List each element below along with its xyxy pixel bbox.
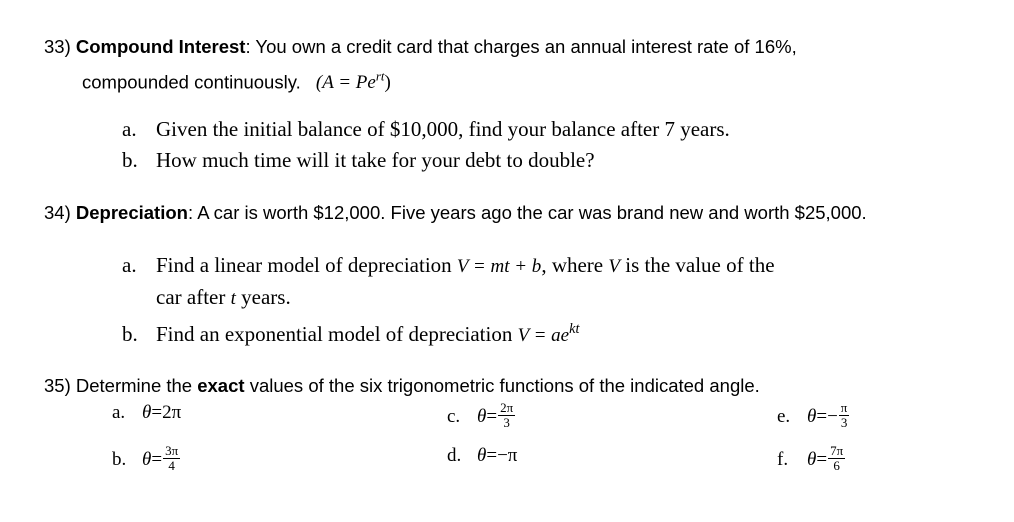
- item-text: Given the initial balance of $10,000, find your balance after 7 years.: [156, 117, 730, 141]
- exponential-model-exponent: kt: [569, 321, 580, 337]
- theta-symbol: θ: [477, 445, 487, 466]
- theta-symbol: θ: [807, 448, 817, 470]
- item-label: c.: [447, 405, 461, 427]
- item-label: d.: [447, 445, 462, 466]
- question-34-items: [122, 250, 775, 351]
- fraction-denominator: 3: [498, 415, 515, 430]
- question-35-stem-emphasis: exact: [197, 375, 245, 396]
- question-34-item-a-continuation: car after t years.: [156, 285, 291, 309]
- angle-item-f: [777, 445, 972, 474]
- linear-model-formula: V = mt + b: [456, 256, 542, 277]
- item-label: a.: [122, 253, 137, 277]
- item-label: a.: [112, 402, 126, 423]
- equals: =: [151, 402, 163, 423]
- question-33-number: 33): [44, 36, 71, 57]
- question-33-items: [122, 114, 730, 176]
- equals: =: [816, 448, 828, 470]
- item-text: Find an exponential model of depreciation $V = ae^{kt}$: [156, 321, 580, 346]
- question-35: [44, 371, 984, 401]
- angle-row-1: [112, 402, 972, 445]
- item-label: b.: [112, 448, 127, 470]
- angle-fraction: [498, 401, 515, 430]
- question-35-stem-before: Determine the: [75, 375, 198, 396]
- fraction-numerator: 7π: [830, 443, 844, 458]
- question-34-number: 34): [44, 202, 71, 223]
- question-33-stem-text: : You own a credit card that charges an annual interest rate of 16%,: [245, 36, 797, 57]
- item-text: Find a linear model of depreciation V = mt + b, where V is the value of the: [156, 253, 775, 277]
- question-35-number: 35): [44, 375, 71, 396]
- theta-symbol: θ: [142, 448, 152, 470]
- variable-v: V: [608, 256, 620, 277]
- question-34-title: Depreciation: [75, 202, 188, 223]
- question-33-item-b: [122, 145, 730, 176]
- angle-item-a: [112, 402, 447, 424]
- angle-fraction: [163, 444, 180, 473]
- question-33-formula-exponent: rt: [375, 69, 385, 84]
- question-34-item-b: [122, 314, 775, 351]
- fraction-denominator: 3: [839, 415, 850, 430]
- equals: =: [816, 405, 828, 427]
- equals: =: [151, 448, 163, 470]
- question-35-stem: [44, 371, 984, 401]
- item-label: e.: [777, 405, 791, 427]
- item-label: f.: [777, 448, 789, 470]
- question-34-stem-text: : A car is worth $12,000. Five years ago the car was brand new and worth $25,000.: [187, 202, 867, 223]
- question-34: [44, 198, 984, 228]
- question-33-stem-line-2: [44, 62, 984, 98]
- question-33-stem-text-2: compounded continuously.: [82, 71, 301, 93]
- equals: =: [486, 445, 498, 466]
- angle-fraction: [828, 444, 845, 473]
- angle-fraction: [839, 401, 850, 430]
- angle-item-b: [112, 445, 447, 474]
- question-33-title: Compound Interest: [75, 36, 246, 57]
- variable-t: t: [230, 288, 236, 309]
- angle-sign: −: [827, 405, 838, 427]
- question-33-stem-line-1: [44, 32, 984, 62]
- angle-row-2: [112, 445, 972, 488]
- theta-symbol: θ: [142, 402, 152, 423]
- question-34-item-a: [122, 250, 775, 282]
- item-label: a.: [122, 117, 137, 141]
- question-35-stem-after: values of the six trigonometric functions of the indicated angle.: [244, 375, 760, 396]
- fraction-numerator: 3π: [165, 443, 179, 458]
- item-text: How much time will it take for your debt to double?: [156, 148, 595, 172]
- question-34-stem-line-1: [44, 198, 984, 228]
- question-35-angle-grid: [112, 402, 972, 488]
- fraction-numerator: π: [840, 400, 848, 415]
- equals: =: [486, 405, 498, 427]
- question-33: [44, 32, 984, 98]
- exponential-model-formula: V = ae: [517, 325, 570, 346]
- question-33-formula: $(A = Pe^{rt})$: [315, 69, 391, 94]
- theta-symbol: θ: [807, 405, 817, 427]
- angle-item-c: [447, 402, 777, 431]
- angle-value: 2π: [162, 402, 182, 423]
- fraction-denominator: 6: [828, 458, 845, 473]
- fraction-denominator: 4: [163, 458, 180, 473]
- question-33-item-a: [122, 114, 730, 145]
- angle-item-e: [777, 402, 972, 431]
- item-label: b.: [122, 148, 138, 172]
- theta-symbol: θ: [477, 405, 487, 427]
- angle-item-d: [447, 445, 777, 467]
- item-label: b.: [122, 322, 138, 346]
- fraction-numerator: 2π: [500, 400, 514, 415]
- angle-value: −π: [497, 445, 518, 466]
